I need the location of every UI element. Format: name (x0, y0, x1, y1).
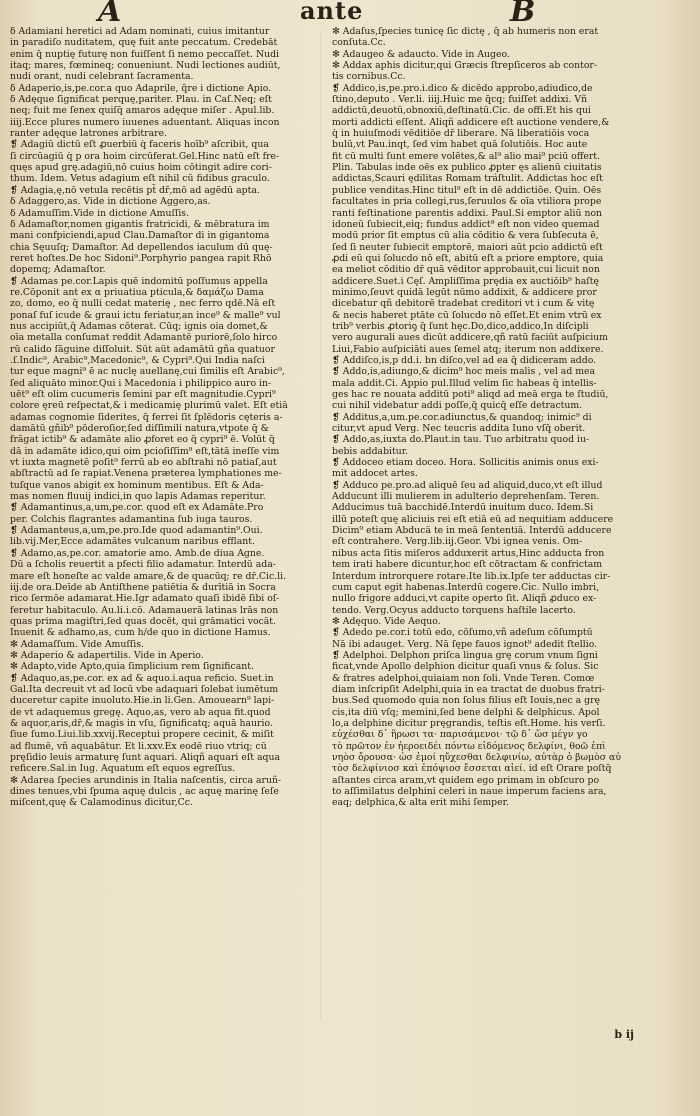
running-head-word: ante (300, 0, 364, 25)
right-column-text: ✻ Adaſus,ſpecies tunicę ſic dictę , q̄ ab humeris non erat conſuta.Cc. ✻ Adaugeo & adaucto. Vide in Augeo. ✻ Addax aphis dicitur,qui Græcis ſtrepſiceros ab contor- tis cornibus.Cc. ❡ Addico,is,pe.pro.i.dico & dicēdo approbo,adiudico,de ſtino,deputo . Ver.li. iiij.Huic me q̄cq; fuiſſet addixi. Vñ addictū,deuotū,obnoxiū,deſtinatū.Cic. de offi.Et his qui morti addicti eſſent. Aliqñ addicere eſt auctione vendere,& q̇ in huiuſmodi vēditiōe dr̄ liberare. Nā liberatiōis voca bulū,vt Pau.inqt, ſed vim habet quā ſolutiōis. Hoc aute fit cū multi ſunt emere volētes,& al⁹ alio mai⁹ pciū offert. Plin. Tabulas inde oēs ex publico ꝓpter ęs alienū ciuitatis addictas,Scauri ędilitas Romam tráſtulit. Addictas hoc eſt publice venditas.Hinc titul⁹ eſt in dē addictiōe. Quin. Oēs facultates in pria collegi,rus,ſeruulos & oīa vtiliora prope ranti feſtinatione parentis addixi. Paul.Si emptor aliū non idoneū ſubiecit,eiq; fundus addict⁹ eſt non video quemad modū prior ſit emptus cū alia cōditio & vera ſubſecuta ē, ſed ſi neuter ſubiecit emptorē, maiori aūt pcio addictū eſt ꝓdi eū qui ſolucdo nō eſt, abitū eſt a priore emptore, quia ea meliot cōditio dr̄ quā vēditor approbauit,cui licuit non addicere.Suet.i Cęſ. Ampliſſima prędia ex auctiōib⁹ haſtę minimo,ſeuvt quidā legūt nūmo addixit, & addicere pror dicebatur qñ debitorē tradebat creditori vt i cum & vitę & necis haberet ptāte cū ſolucdo nō eſſet.Et enim vtrū ex trib⁹ verbis ꝓtoriꝯ q̄ ſunt hęc.Do,dico,addico,In diſcipli vero augurali aues dicūt addicere,qñ ratū faciūt auſpicium Liui,Fabio auſpiciāti aues ſemel atq; iterum non addixere. ❡ Addiſco,is,p dd.i. bn diſco,vel ad ea q̄ didiceram addo. ❡ Addo,is,adiungo,& dicim⁹ hoc meis malis , vel ad mea mala addit.Ci. Appio pul.Illud velim ſic habeas q̄ intellis- ges hac re nouata additū poti⁹ aliqd ad meā erga te ſtudiū, cui nihil videbatur addi poſſe,q̄ quicq̄ eſſe detractum. ❡ Additus,a,um.pe.cor.adiunctus,& quandoq; inimic⁹ di citur,vt apud Verg. Nec teucris addita Iuno vſq̄ oberit. ❡ Addo,as,iuxta do.Plaut.in tau. Tuo arbitratu quod iu- bebis addabitur. ❡ Addoceo etiam doceo. Hora. Sollicitis animis onus exi- mit addocet artes. ❡ Adduco pe.pro.ad aliquē ſeu ad aliquid,duco,vt eſt illud Adducunt illi mulierem in adulterio deprehenſam. Teren. Adducimus tuā bacchidē.Interdū inuitum duco. Idem.Si illū poteſt quę aliciuis rei eſt etiā eū ad nequitiam adducere Dicim⁹ etiam Abducā te in meā ſententiā. Interdū adducere eſt contrahere. Verg.lib.iij.Geor. Vbi ignea venis. Om- nibus acta ſitis miſeros adduxerit artus,Hinc adducta fron tem irati habere dicuntur,hoc eſt cōtractam & confrictam Interdum introrquere rotare.Ite lib.ix.Ipſe ter adductas cir- cum caput egit habenas.Interdū cogere.Cic. Nullo imbri, nullo frigore adduci,vt capite operto ſit. Aliqñ ꝓduco ex- tendo. Verg.Ocyus adducto torquens haſtile lacerto. ✻ Adęquo. Vide Aequo. ❡ Adedo pe.cor.i totū edo, cōſumo,vñ adeſum cōſumptū Nā ibi adauget. Verg. Nā ſępe fauos ignot⁹ adedit ſtellio. ❡ Adelphoi. Delphon priſca lingua grę corum vnum ſigni ficat,vnde Apollo delphion dicitur quaſi vnus & ſolus. Sic & fratres adelphoi,quiaiam non ſoli. Vnde Teren. Comœ diam inſcripſit Adelphi,quia in ea tractat de duobus fratri- bus.Sed quomodo quia non ſolus filius eſt Iouis,nec a grę cis,ita diū vſq; memini,ſed bene delphi & delphicus. Apol lo,a delphine dicitur pręgrandis, teſtis eſt.Home. his verſi. εὐχέσθαι δ᾽ ἥρωσι τα· παρισάμενοι· τῷ δ᾽ ὥσ μέγν γο τὸ πρῶτον ἐν ἠεροειδέι πόντω εἰδόμενος δελφίνι, θοῶ ἐπὶ νηὸσ ὄρουσα· ὡσ ἐμοί ηὔχεσθαι δελφινίω, αὐτὰρ ὁ βωμὸσ αὐ τὸσ δελφίνιοσ καὶ ἐπόψιοσ ἔσσεται αἰεί. id eſt Orare poſtq̄ aſtantes circa aram,vt quidem ego primam in obſcuro po to aſſimilatus delphini celeri in naue imperum faciens ara, eaq; delphica,& alta erit mihi ſemper. (332, 26, 621, 809)
right-column (332, 26, 662, 809)
header-initial-right: B (510, 0, 536, 29)
left-column-text: ẟ Adamiani heretici ad Adam nominati, cuius imitantur in paradiſo nuditatem, quę fuit ante peccatum. Credebāt enim q̄ nuptię futurę non fuiſſent ſi nemo peccaſſet. Nudi itaq; mares, fœmineq; conueniunt. Nudi lectiones audiūt, nudi orant, nudi celebrant ſacramenta. ẟ Adaperio,is,pe.cor.a quo Adaprile, q̄re i dictione Apio. ẟ Adęque ſignificat perquę,pariter. Plau. in Caſ.Neq; eſt neq; fuit me ſenex quiſq̄ amaros adęque miſer . Apul.lib. iiij.Ecce plures numero iuuenes aduentant. Aliquas incon ranter adęque latrones arbitrare. ❡ Adagiū dictū eſt ꝓuerbiū q̇ faceris hoīb⁹ aſcribit, qua ſi circūagiū q̇ p ora hoim circūferat.Gel.Hinc natū eſt fre- quęs apud grę.adagiū,nō cuius hoim cōtingit adire cori- thum. Idem. Vetus adagium eſt nihil cū fidibus graculo. ❡ Adagia,ę,nō vetula recētis pt̄ dr̄,mō ad agēdū apta. ẟ Adaggero,as. Vide in dictione Aggero,as. ẟ Adamuſſim.Vide in dictione Amuſſis. ẟ Adamaſtor,nomen gigantis fratricidi, & mēbratura im mani confpiciendi,apud Clau.Damaſtor di in gigantoma chia Sęuuſq; Damaſtor. Ad depellendos iaculum dū quę- reret hoſtes.De hoc Sidoni⁹.Porphyrio pangea rapit Rhō dopemq; Adamaſtor. ❡ Adamas pe.cor.Lapis quē indomitū poſſumus appella re.Cōponit ant ex α priuatiua pticula,& δαμάζω Dama zo, domo, eo q̄ nulli cedat materię , nec ferro qdē.Nā eſt ponaſ fuſ icude & graui ictu feriatur,an ince⁹ & malle⁹ vul nus accipiūt,q̄ Adamas cōterat. Cūq; ignis oia domet,& oīa metalla conſumat reddit Adamantē puriorē,ſolo hirco rū calido ſāguine diſſoluit. Sūt aūt adamātū gña quatuor .ſ.Indic⁹, Arabic⁹,Macedonic⁹, & Cypri⁹.Qui India naſci tur eque magni⁹ ē ac nuclę auellanę,cui ſimilis eſt Arabic⁹, ſed aliquāto minor.Qui i Macedonia i philippico auro in- uēt⁹ eſt olim cucumeris ſemini par eſt magnitudie.Cypri⁹ colore ęreū reſpectat,& i medicamię plurimū valet. Eſt etiā adamas cognomie ſiderites, q̄ ferrei ſit ſplēdoris cęteris a- damātū gñib⁹ pōderoſior,ſed diſſimili natura,vtpote q̄ & frāgat ictib⁹ & adamāte alio ꝓforet eo q̄ cypri⁹ ē. Volūt q̄ dā in adamāte idico,qui oim pcioſiſſim⁹ eſt,tātā ineſſe vim vt iuxta magnetē poſit⁹ ferrū ab eo abſtrahi nō patiaſ,aut abſtractū ad ſe rapiat.Venena præterea lymphationes me- tuſque vanos abigit ex hominum mentibus. Eſt & Ada- mas nomen fluuij indici,in quo lapis Adamas reperitur. ❡ Adamantinus,a,um,pe.cor. quod eſt ex Adamāte.Pro per. Colchis flagrantes adamantina ſub iuga tauros. ❡ Adamanteus,a,um,pe.pro.Ide quod adamantin⁹.Oui. lib.vij.Mer,Ecce adamātes vulcanum naribus efflant. ❡ Adamo,as,pe.cor. amatorie amo. Amb.de diua Agne. Dū a ſcholis reuertit a pfecti filio adamatur. Interdū ada- mare eſt honeſte ac valde amare,& de quacūq; re dr̄.Cic.li. iij.de ora.Deīde ab Antiſthene patiētia & durītiā in Socra rico ſermōe adamarat.Hie.Igr adamato quaſi ibidē ſibi oſ- feretur habitaculo. Au.li.i.cō. Adamauerā latinas lrās non quas prima magiſtri,ſed quas docēt, qui grāmatici vocāt. Inuenit & adhamo,as, cum h/de quo in dictione Hamus. ✻ Adamaſſum. Vide Amuſſis. ✻ Adaperio & adapertilis. Vide in Aperio. ✻ Adapto,vide Apto,quia ſimplicium rem ſignificant. ❡ Adaquo,as,pe.cor. ex ad & aquo.i.aqua reficio. Suet.in Gal.Ita decreuit vt ad locū vbe adaquari ſolebat iumētum duceretur capite inuoluto.Hie.in li.Gen. Amouearn⁹ lapi- de vt adaquemus gregę. Aquo,as, vero ab aqua fit.quod & aquor,aris,dr̄,& magis in vſu, ſignificatq; aquā haurio. ſiue ſumo.Liui.lib.xxvij.Receptui propere cecinit, & miſit ad flumē, vñ aquabātur. Et li.xxv.Ex eodē riuo vtriq; cū pręſidio leuis armaturę ſunt aquari. Aliqñ aquari eſt aqua reficere.Sal.in Iug. Aquatum eſt equos egreſſus. ✻ Adarea ſpecies arundinis in Italia naſcentis, circa aruñ- dines tenues,vbi ſpuma aquę dulcis , ac aquę marinę ſeſe miſcent,quę & Calamodinus dicitur,Cc. (10, 26, 288, 809)
header-initial-left: A (98, 0, 122, 29)
left-column (10, 26, 312, 809)
signature-mark: b ij (614, 1028, 634, 1041)
running-header (0, 0, 700, 29)
column-gutter (320, 30, 321, 1020)
